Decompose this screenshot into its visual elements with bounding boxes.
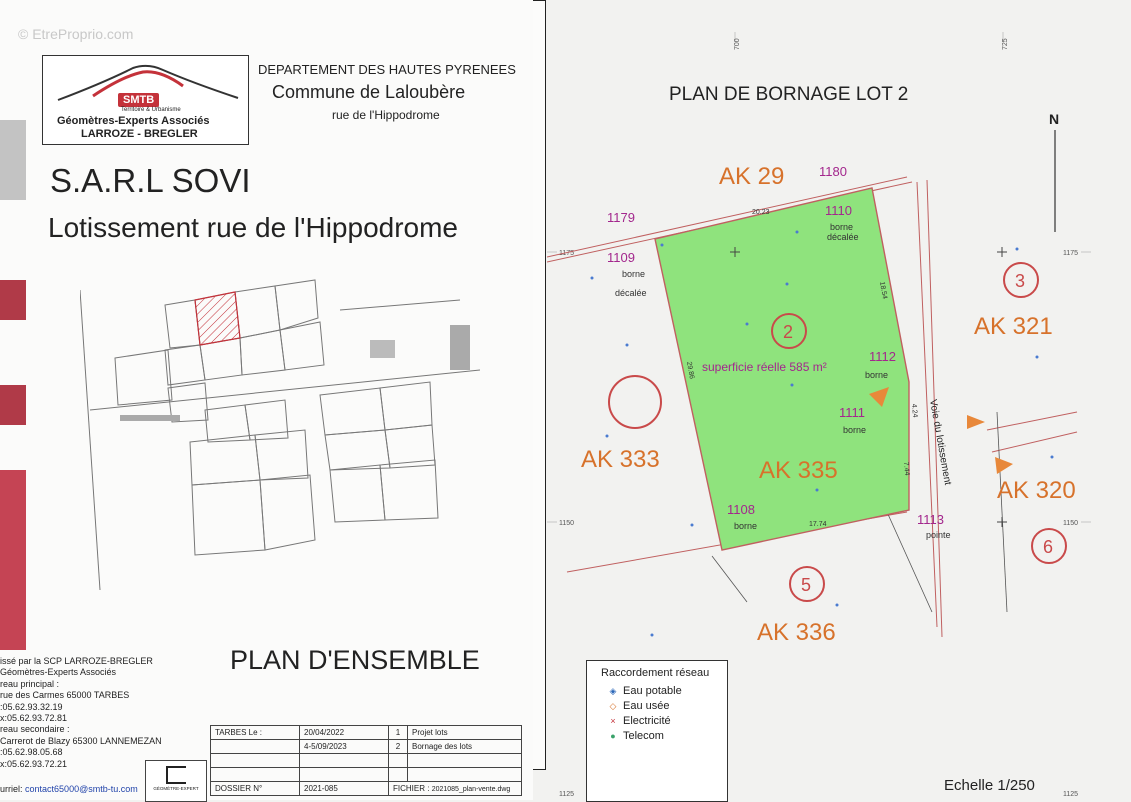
borne-1109: 1109 [607, 250, 635, 265]
grid-label-725: 725 [1002, 38, 1009, 50]
lot-circle-6 [1032, 529, 1066, 563]
grid-label-1175-left: 1175 [559, 250, 575, 257]
borne-text: borne [622, 269, 646, 279]
lot-circle-3 [1004, 263, 1038, 297]
grid-label-1150-left: 1150 [559, 520, 575, 527]
decalee-text: décalée [615, 288, 647, 298]
borne-1108: 1108 [727, 502, 755, 517]
legend-item: × Electricité [603, 715, 727, 727]
logo-line2: LARROZE - BREGLER [81, 128, 198, 140]
fichier-label: FICHIER : [393, 784, 430, 793]
header-street: rue de l'Hippodrome [332, 108, 440, 122]
logo-brand: SMTB [118, 93, 159, 107]
cartouche-table [210, 725, 522, 796]
smtb-logo [42, 55, 249, 145]
issuer-line1: issé par la SCP LARROZE-BREGLER [0, 656, 153, 666]
parcel-ak29: AK 29 [719, 163, 785, 190]
svg-text:5: 5 [801, 575, 812, 595]
svg-text:N: N [1049, 111, 1060, 127]
borne-text: borne [865, 370, 889, 380]
cart-city: TARBES Le : [211, 726, 300, 740]
plan-ensemble-title: PLAN D'ENSEMBLE [230, 645, 480, 675]
pointe-text: pointe [926, 530, 951, 540]
surface-label: superficie réelle 585 m² [702, 360, 827, 374]
borne-1111: 1111 [839, 405, 866, 420]
borne-1110: 1110 [825, 203, 852, 218]
parcel-ak335: AK 335 [759, 457, 838, 484]
project-name: Lotissement rue de l'Hippodrome [48, 212, 459, 243]
issuer-line3: reau principal : [0, 678, 60, 689]
issuer-line6: x:05.62.93.72.81 [0, 713, 68, 724]
water-drop-icon: ◈ [609, 685, 617, 696]
issuer-line7: reau secondaire : [0, 724, 70, 735]
lot-circle-5 [790, 567, 824, 601]
parcel-ak333: AK 333 [581, 446, 660, 473]
dim-r3: 4.24 [910, 403, 919, 418]
dossier-label: DOSSIER N° [211, 782, 300, 796]
client-name: S.A.R.L SOVI [50, 162, 251, 199]
svg-text:2: 2 [783, 322, 794, 342]
dossier-value: 2021-085 [300, 782, 389, 796]
header-commune: Commune de Laloubère [272, 82, 466, 102]
grid-label-1125-left: 1125 [559, 791, 575, 798]
borne-text: borne [734, 521, 758, 531]
issuer-line5: :05.62.93.32.19 [0, 701, 63, 712]
cart-num: 2 [389, 740, 408, 754]
issuer-line10: x:05.62.93.72.21 [0, 758, 68, 769]
grid-label-1125-right: 1125 [1063, 791, 1079, 798]
borne-text: borne [830, 222, 854, 232]
cart-num: 1 [389, 726, 408, 740]
logo-tagline: Territoire & Urbanisme [121, 107, 181, 113]
red-strip-3 [0, 385, 26, 425]
logo-line1: Géomètres-Experts Associés [57, 115, 210, 127]
ge-logo [145, 760, 207, 802]
borne-1180: 1180 [819, 164, 847, 179]
borne-1113: 1113 [917, 512, 944, 527]
issuer-line2: Géomètres-Experts Associés [0, 667, 117, 678]
voie-label: Voie du lotissement [927, 398, 953, 486]
dim-top: 20.23 [752, 209, 770, 216]
cart-city [211, 740, 300, 754]
cartouche-row [211, 726, 522, 740]
north-arrow-icon [1049, 111, 1059, 232]
svg-text:6: 6 [1043, 537, 1054, 557]
issuer-line9: :05.62.98.05.68 [0, 747, 63, 758]
dim-bottom: 17.74 [809, 521, 827, 528]
lot-circle-partial [609, 376, 661, 428]
decalee-text: décalée [827, 232, 859, 242]
grid-label-1150-right: 1150 [1063, 520, 1079, 527]
legend-item: ◇ Eau usée [603, 700, 727, 712]
sewer-icon: ◇ [609, 700, 617, 711]
cart-desc: Bornage des lots [408, 740, 522, 754]
parcel-ak320: AK 320 [997, 477, 1076, 504]
electricity-icon: × [610, 716, 616, 726]
scale-label: Echelle 1/250 [944, 777, 1035, 794]
borne-1179: 1179 [607, 210, 635, 225]
fichier-value: 2021085_plan-vente.dwg [431, 786, 511, 793]
watermark: © EtreProprio.com [18, 26, 134, 42]
header-dept: DEPARTEMENT DES HAUTES PYRENEES [258, 62, 516, 77]
grid-label-700: 700 [734, 38, 741, 50]
site-plan-drawing [80, 270, 480, 590]
left-sheet [0, 0, 533, 800]
parcel-ak336: AK 336 [757, 619, 836, 646]
legend-title: Raccordement réseau [601, 667, 710, 679]
email-link[interactable]: contact65000@smtb-tu.com [25, 784, 138, 795]
issuer-line4: rue des Carmes 65000 TARBES [0, 690, 130, 701]
ge-logo-icon [166, 766, 186, 784]
cartouche-row [211, 740, 522, 754]
parcel-ak321: AK 321 [974, 313, 1053, 340]
cart-date: 4-5/09/2023 [300, 740, 389, 754]
dim-r2: 7.44 [902, 461, 911, 476]
red-strip-4 [0, 470, 26, 650]
dim-left: 29.86 [685, 361, 695, 380]
svg-text:3: 3 [1015, 271, 1026, 291]
red-strip-1 [0, 120, 26, 200]
borne-1112: 1112 [869, 349, 896, 364]
red-strip-2 [0, 280, 26, 320]
cart-date: 20/04/2022 [300, 726, 389, 740]
telecom-icon: ● [610, 731, 616, 741]
cart-desc: Projet lots [408, 726, 522, 740]
legend-item: ◈ Eau potable [603, 685, 727, 697]
issuer-line8: Carrerot de Blazy 65300 LANNEMEZAN [0, 735, 162, 746]
cartouche-footer [211, 782, 522, 796]
legend-item: ● Telecom [603, 730, 727, 742]
ge-logo-label: GÉOMÈTRE-EXPERT [153, 786, 199, 791]
email-label: urriel: [0, 784, 23, 795]
legend-box [586, 660, 728, 802]
dim-right: 18.54 [878, 281, 888, 300]
grid-label-1175-right: 1175 [1063, 250, 1079, 257]
borne-text: borne [843, 425, 867, 435]
plan-title: PLAN DE BORNAGE LOT 2 [669, 84, 909, 105]
